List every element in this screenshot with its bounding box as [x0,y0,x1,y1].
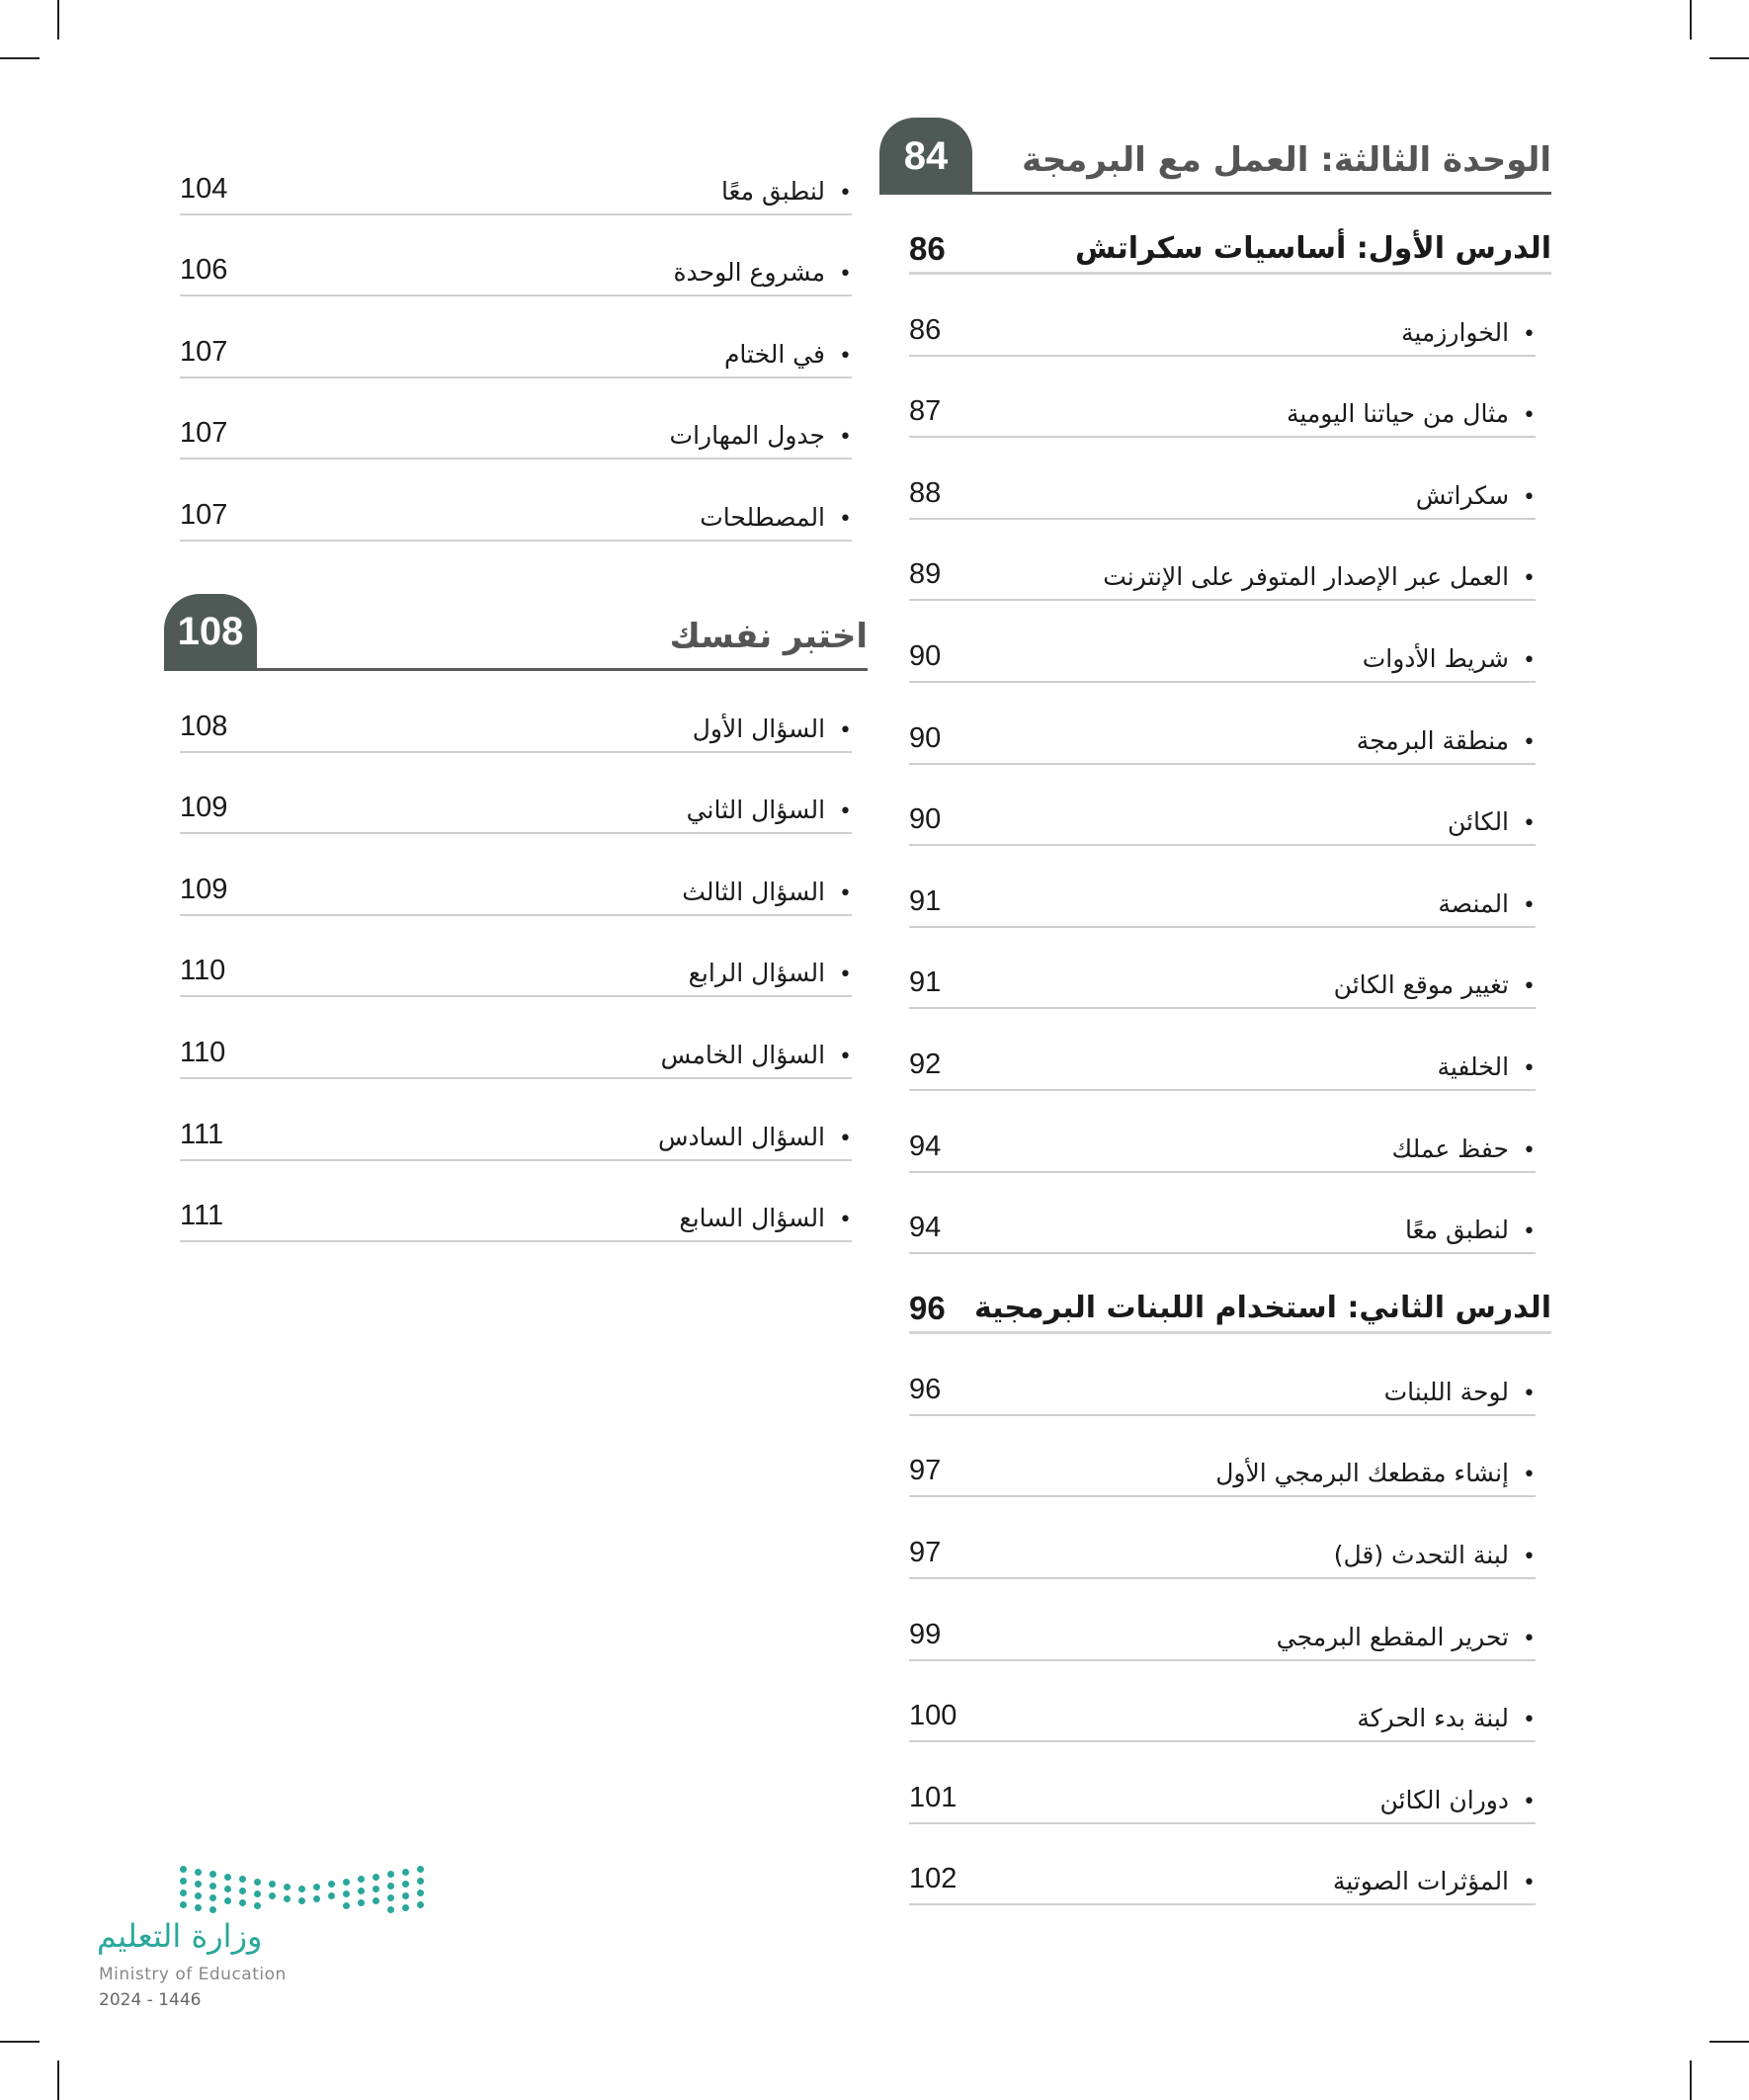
toc-entry[interactable] [909,1824,1536,1906]
toc-entry-label: • المؤثرات الصوتية [1333,1867,1536,1895]
ministry-logo [97,1858,423,2016]
toc-entry[interactable] [909,1742,1536,1824]
logo-dot [284,1895,291,1902]
toc-entry-label: • إنشاء مقطعك البرمجي الأول [1215,1459,1536,1487]
toc-entry-page: 94 [909,1130,942,1162]
crop-mark [57,0,59,40]
toc-entry[interactable] [909,1579,1536,1661]
logo-dot [417,1866,424,1873]
toc-entry-page: 87 [909,395,942,428]
toc-entry-label: • السؤال الخامس [661,1041,852,1069]
lesson-2-topics [879,1334,1551,1905]
toc-entry-page: 97 [909,1455,942,1487]
toc-entry[interactable] [180,296,852,378]
toc-entry[interactable] [909,357,1536,439]
logo-dot [180,1878,187,1885]
logo-english-name: Ministry of Education [99,1965,287,1984]
toc-entry-page: 92 [909,1048,942,1080]
toc-entry[interactable] [180,378,852,461]
logo-dot [343,1879,350,1886]
unit-page-badge[interactable]: 84 [879,118,972,195]
toc-entry-label: • لنطبق معًا [721,177,852,206]
toc-entry[interactable] [909,1334,1536,1416]
logo-dot [269,1881,276,1888]
toc-entry-label: • الخوارزمية [1401,318,1536,347]
toc-entry-page: 97 [909,1536,942,1568]
logo-dot [298,1886,305,1892]
toc-entry-label: • دوران الكائن [1380,1786,1537,1814]
toc-entry-page: 91 [909,966,942,999]
toc-entry-label: • العمل عبر الإصدار المتوفر على الإنترنت [1103,562,1536,591]
lesson-page: 86 [909,230,946,267]
toc-entry-label: • السؤال السادس [658,1123,852,1151]
toc-entry-label: • السؤال الرابع [689,959,852,987]
toc-entry-label: • الخلفية [1437,1052,1536,1081]
toc-entry[interactable] [909,846,1536,928]
lesson-title: الدرس الثاني: استخدام اللبنات البرمجية [973,1291,1551,1326]
logo-dot [387,1894,394,1901]
crop-mark [1709,57,1749,59]
toc-entry-label: • شريط الأدوات [1363,644,1536,673]
logo-dot [209,1871,216,1878]
test-questions [180,671,852,1242]
test-page-badge[interactable]: 108 [164,594,257,671]
toc-entry-page: 91 [909,884,942,917]
logo-year: 2024 - 1446 [99,1990,202,2010]
logo-dot [195,1869,202,1876]
toc-entry-page: 96 [909,1373,942,1405]
logo-dot [180,1866,187,1873]
logo-dot [402,1892,409,1899]
crop-mark [1709,2041,1749,2043]
logo-dot [284,1884,291,1890]
toc-entry[interactable] [909,683,1536,765]
logo-dot [387,1883,394,1890]
toc-entry-page: 86 [909,313,942,346]
logo-dot [358,1899,365,1906]
toc-entry-label: • مشروع الوحدة [673,258,852,287]
logo-dot [417,1901,424,1908]
toc-entry[interactable] [909,275,1536,357]
toc-entry-label: • جدول المهارات [670,421,852,450]
toc-entry-page: 107 [180,417,228,450]
logo-dot [402,1881,409,1888]
toc-entry-label: • السؤال الثاني [687,796,852,824]
logo-dot [358,1876,365,1883]
crop-mark [0,2041,40,2043]
logo-dot [269,1892,276,1899]
toc-entry-page: 94 [909,1212,942,1244]
toc-right-column [879,115,1551,1905]
logo-dot [417,1878,424,1885]
logo-dot [328,1892,335,1899]
toc-entry[interactable] [909,1497,1536,1579]
toc-entry[interactable] [909,928,1536,1010]
toc-entry[interactable] [909,1091,1536,1173]
logo-dot [343,1902,350,1909]
toc-entry-label: • السؤال الثالث [682,878,852,906]
lesson-1-topics [879,275,1551,1254]
toc-entry[interactable] [180,1079,852,1161]
toc-entry-page: 107 [180,335,228,368]
logo-arabic-name: وزارة التعليم [97,1917,263,1955]
logo-dot [328,1881,335,1888]
logo-dot [180,1890,187,1896]
logo-dot [209,1906,216,1913]
toc-entry[interactable] [909,1173,1536,1255]
logo-dot [313,1884,320,1890]
logo-dot [224,1886,231,1892]
toc-entry-page: 107 [180,498,228,531]
toc-entry-page: 90 [909,721,942,754]
logo-dot [224,1874,231,1881]
toc-entry-page: 111 [180,1118,224,1150]
logo-dot [402,1869,409,1876]
toc-entry[interactable] [180,997,852,1079]
test-title: اختبر نفسك [669,616,868,656]
logo-dot [358,1888,365,1894]
toc-entry-page: 88 [909,476,942,509]
test-header [164,591,868,671]
logo-dot [373,1886,379,1892]
toc-entry-label: • لبنة التحدث (قل) [1334,1541,1536,1569]
toc-entry[interactable] [180,671,852,753]
toc-entry-label: • تغيير موقع الكائن [1334,970,1536,999]
crop-mark [1690,0,1692,40]
toc-entry-label: • تحرير المقطع البرمجي [1277,1623,1536,1651]
logo-dot [254,1902,261,1909]
logo-dot [209,1894,216,1901]
lesson-page: 96 [909,1290,946,1327]
toc-entry-page: 104 [180,172,228,205]
toc-entry-label: • لنطبق معًا [1405,1216,1536,1244]
toc-entry-page: 102 [909,1863,958,1895]
toc-entry-page: 101 [909,1781,958,1813]
unit-header [879,115,1551,195]
toc-entry[interactable] [180,460,852,542]
logo-dot [195,1881,202,1888]
lesson-heading[interactable] [909,207,1551,275]
toc-entry-label: • المصطلحات [700,503,852,532]
logo-dot [254,1879,261,1886]
toc-entry-page: 106 [180,254,228,287]
toc-entry-page: 108 [180,710,228,742]
toc-entry[interactable] [909,601,1536,683]
toc-entry-page: 90 [909,639,942,672]
toc-entry-page: 89 [909,558,942,591]
toc-entry[interactable] [909,520,1536,602]
toc-entry[interactable] [180,916,852,998]
toc-entry[interactable] [909,1661,1536,1743]
crop-mark [0,57,40,59]
toc-entry-label: • سكراتش [1416,481,1536,510]
toc-entry-label: • لوحة اللبنات [1384,1378,1536,1406]
toc-entry[interactable] [180,1161,852,1243]
lesson-title: الدرس الأول: أساسيات سكراتش [1075,231,1551,266]
toc-entry-page: 111 [180,1200,224,1232]
logo-dot [298,1897,305,1904]
logo-dot [239,1876,246,1883]
toc-entry-label: • لبنة بدء الحركة [1357,1704,1536,1732]
logo-dot [417,1890,424,1896]
toc-entry[interactable] [909,765,1536,847]
logo-dot [373,1897,379,1904]
toc-entry[interactable] [180,753,852,835]
toc-entry-page: 100 [909,1700,958,1732]
toc-entry[interactable] [180,215,852,297]
logo-dot [254,1890,261,1897]
logo-dot [387,1871,394,1878]
logo-dot [387,1906,394,1913]
toc-entry[interactable] [909,1009,1536,1091]
logo-dot [239,1888,246,1894]
unit-title: الوحدة الثالثة: العمل مع البرمجة [1022,140,1551,180]
logo-dot [402,1904,409,1911]
toc-entry[interactable] [909,438,1536,520]
logo-dot [224,1897,231,1904]
logo-dot [373,1874,379,1881]
logo-dots-icon [180,1858,447,1917]
logo-dot [195,1904,202,1911]
continued-topics [180,133,852,542]
toc-left-column [177,133,868,1242]
crop-mark [1690,2060,1692,2100]
logo-dot [180,1901,187,1908]
toc-entry-page: 110 [180,955,226,987]
toc-entry[interactable] [180,834,852,916]
toc-entry-label: • السؤال السابع [679,1204,852,1232]
toc-entry-label: • الكائن [1448,807,1536,836]
toc-entry-label: • منطقة البرمجة [1357,726,1536,755]
logo-dot [239,1899,246,1906]
crop-mark [57,2060,59,2100]
toc-entry-label: • مثال من حياتنا اليومية [1287,399,1536,428]
toc-entry-label: • المنصة [1438,889,1536,918]
toc-entry-label: • السؤال الأول [693,714,852,743]
toc-entry[interactable] [180,133,852,215]
logo-dot [313,1895,320,1902]
logo-dot [209,1883,216,1890]
toc-entry-page: 99 [909,1618,942,1650]
lesson-heading[interactable] [909,1266,1551,1334]
logo-dot [195,1892,202,1899]
toc-entry-page: 109 [180,873,228,905]
toc-entry-label: • في الختام [724,340,852,369]
toc-entry[interactable] [909,1416,1536,1498]
toc-entry-page: 110 [180,1036,226,1068]
toc-entry-page: 109 [180,792,228,824]
toc-entry-page: 90 [909,803,942,836]
toc-entry-label: • حفظ عملك [1392,1134,1536,1163]
logo-dot [343,1890,350,1897]
